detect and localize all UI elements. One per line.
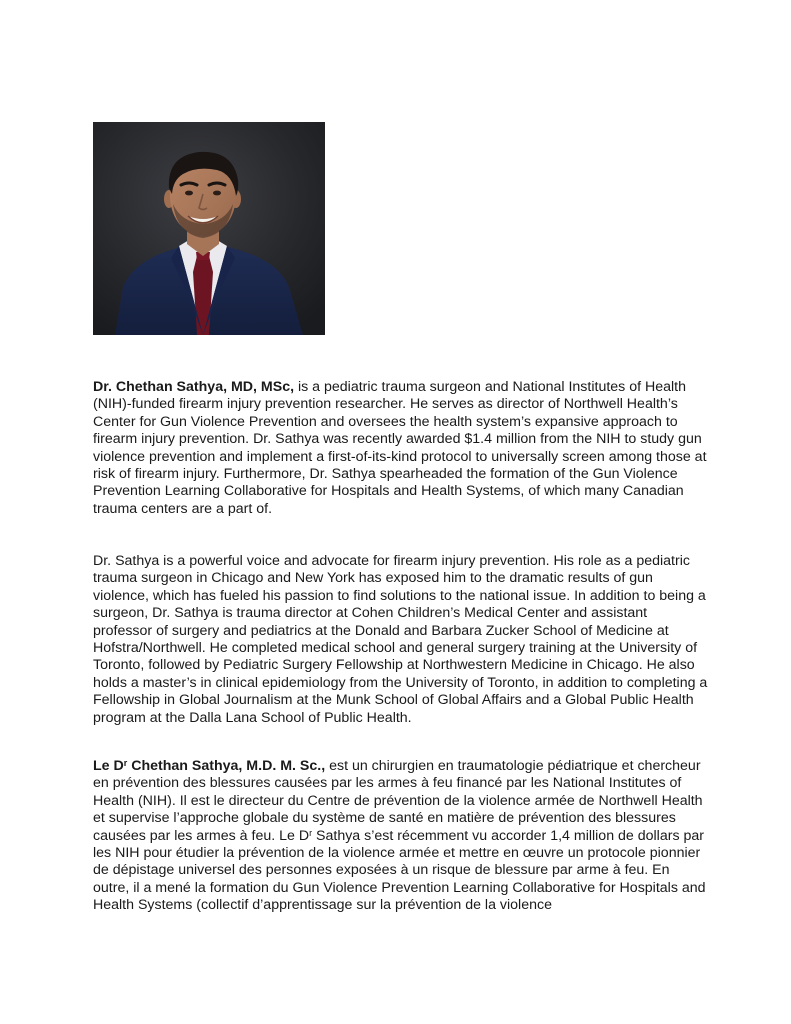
- bio-name-lead-french: [93, 758, 325, 774]
- portrait-illustration: [93, 122, 325, 335]
- superscript-r: r: [309, 827, 313, 838]
- bio-paragraph-english-2: [93, 553, 708, 727]
- bio-paragraph-3-text-a: est un chirurgien en traumatologie pédiatrique et chercheur en prévention des blessures causées par les armes à feu financé par les National Institutes of Health (NIH). Il est le directeur du Centre de prévention de la violence armée de Northwell Health et supervise l’approche globale du système de santé en matière de prévention des blessures causées par les armes à feu. Le D: [93, 758, 703, 844]
- bio-name-lead: Dr. Chethan Sathya, MD, MSc,: [93, 379, 295, 395]
- portrait-photo: [93, 122, 325, 335]
- lead-superscript: r: [123, 758, 128, 768]
- bio-paragraph-3-text-b: Sathya s’est récemment vu accorder 1,4 million de dollars par les NIH pour étudier la prévention de la violence armée et mettre en œuvre un protocole pionnier de dépistage universel des personnes exposées à un risque de blessure par arme à feu. En outre, il a mené la formation du Gun Violence Prevention Learning Collaborative for Hospitals and Health Systems (collectif d’apprentissage sur la prévention de la violence: [93, 827, 706, 914]
- bio-paragraph-2-text: Dr. Sathya is a powerful voice and advocate for firearm injury prevention. His role as a pediatric trauma surgeon in Chicago and New York has exposed him to the dramatic results of gun violence, which has fueled his passion to find solutions to the national issue. In addition to being a surgeon, Dr. Sathya is trauma director at Cohen Children’s Medical Center and assistant professor of surgery and pediatrics at the Donald and Barbara Zucker School of Medicine at Hofstra/Northwell. He completed medical school and general surgery training at the University of Toronto, followed by Pediatric Surgery Fellowship at Northwestern Medicine in Chicago. He also holds a master’s in clinical epidemiology from the University of Toronto, in addition to completing a Fellowship in Global Journalism at the Munk School of Global Affairs and a Global Public Health program at the Dalla Lana School of Public Health.: [93, 553, 708, 726]
- bio-paragraph-english-1: [93, 379, 708, 518]
- bio-paragraph-french: [93, 758, 708, 915]
- lead-rest: Chethan Sathya, M.D. M. Sc.,: [127, 758, 326, 774]
- lead-prefix: Le D: [93, 758, 124, 774]
- bio-paragraph-1-text: is a pediatric trauma surgeon and National Institutes of Health (NIH)-funded firearm injury prevention researcher. He serves as director of Northwell Health’s Center for Gun Violence Prevention and oversees the health system’s expansive approach to firearm injury prevention. Dr. Sathya was recently awarded $1.4 million from the NIH to study gun violence prevention and implement a first-of-its-kind protocol to universally screen among those at risk of firearm injury. Furthermore, Dr. Sathya spearheaded the formation of the Gun Violence Prevention Learning Collaborative for Hospitals and Health Systems, of which many Canadian trauma centers are a part of.: [93, 379, 707, 517]
